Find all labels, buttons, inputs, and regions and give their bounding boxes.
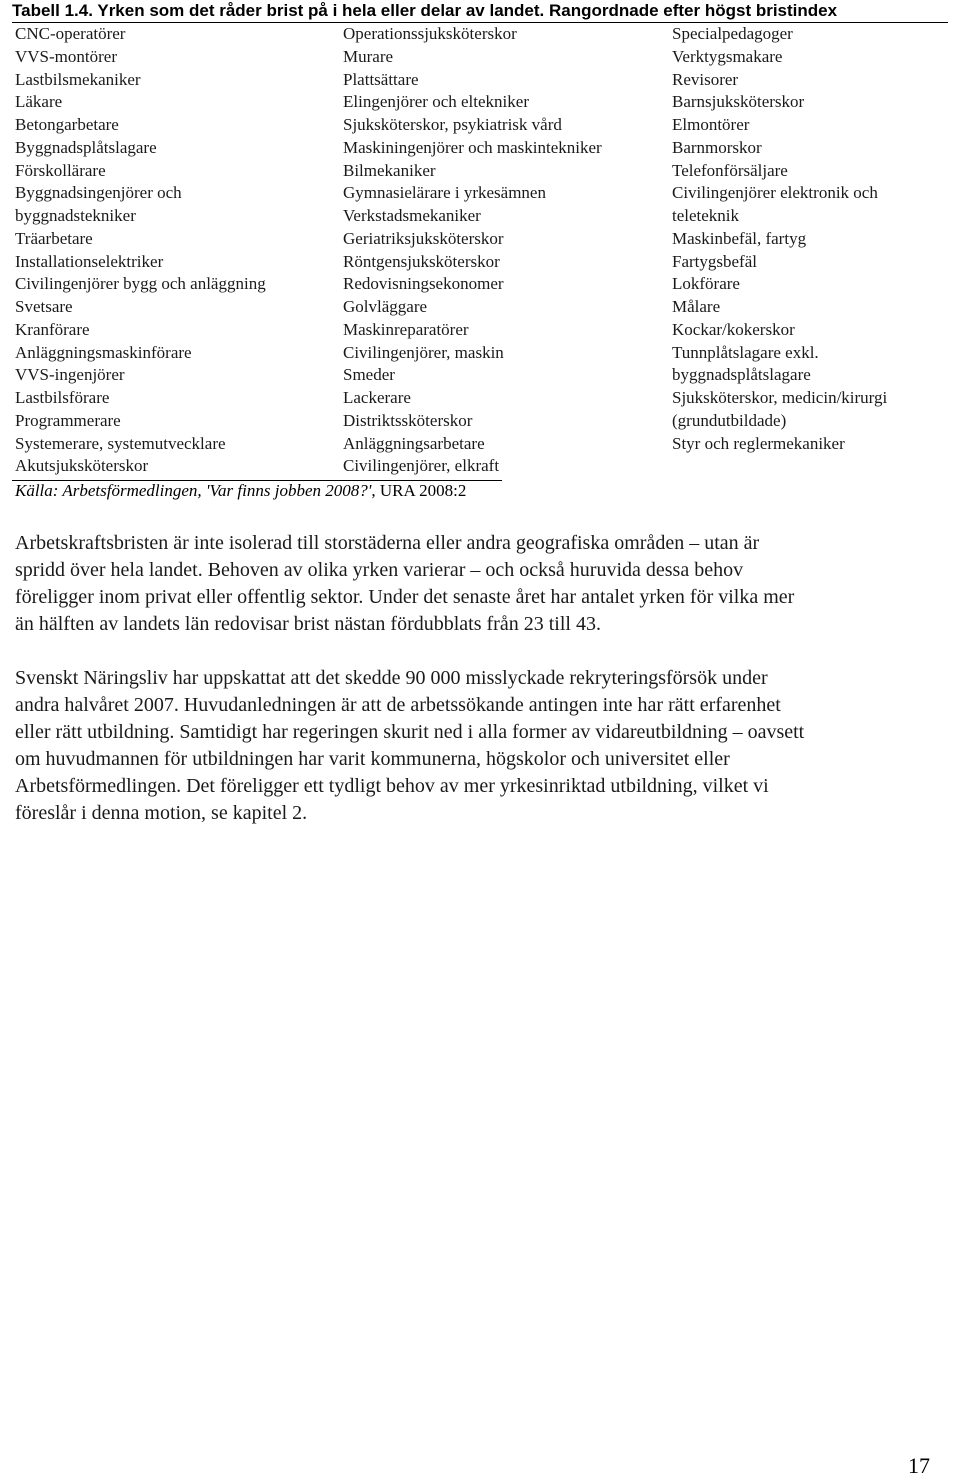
- paragraph-recruitment: [15, 665, 945, 827]
- occupation-cell: Redovisningsekonomer: [343, 274, 504, 294]
- paragraph-line: om huvudmannen för utbildningen har varit kommunerna, högskolor och universitet eller: [15, 748, 730, 770]
- paragraph-line: föreligger inom privat eller offentlig sektor. Under det senaste året har antalet yrken för vilka mer: [15, 586, 795, 608]
- occupation-cell: Träarbetare: [15, 228, 93, 248]
- occupation-cell: Systemerare, systemutvecklare: [15, 433, 226, 453]
- paragraph-line: föreslår i denna motion, se kapitel 2.: [15, 802, 308, 824]
- occupation-cell: Bilmekaniker: [343, 160, 436, 180]
- occupation-cell: Barnmorskor: [672, 137, 762, 157]
- occupation-cell: [672, 455, 957, 478]
- occupation-cell: Maskinbefäl, fartyg: [672, 228, 807, 248]
- occupation-cell: Gymnasielärare i yrkesämnen: [343, 183, 546, 203]
- occupation-cell: Kranförare: [15, 319, 90, 339]
- occupation-cell: byggnadstekniker: [15, 206, 136, 225]
- occupation-cell: Styr och reglermekaniker: [672, 433, 845, 453]
- occupation-cell: VVS-ingenjörer: [15, 365, 125, 385]
- occupation-cell: Geriatriksjuksköterskor: [343, 228, 504, 248]
- occupation-cell: byggnadsplåtslagare: [672, 365, 811, 385]
- source-reference: , URA 2008:2: [371, 481, 467, 500]
- occupation-cell: Akutsjuksköterskor: [15, 456, 149, 476]
- paragraph-line: eller rätt utbildning. Samtidigt har regeringen skurit ned i alla former av vidareutbildning – oavsett: [15, 721, 805, 743]
- occupation-cell: Byggnadsingenjörer och: [15, 183, 182, 203]
- occupation-cell: Förskollärare: [15, 160, 106, 180]
- paragraph-line: andra halvåret 2007. Huvudanledningen är att de arbetssökande antingen inte har rätt erfarenhet: [15, 694, 781, 716]
- occupation-cell: Betongarbetare: [15, 115, 119, 134]
- occupation-cell: Murare: [343, 46, 394, 66]
- occupation-cell: Verktygsmakare: [672, 46, 783, 66]
- occupation-cell: Specialpedagoger: [672, 24, 793, 43]
- occupation-cell: Lackerare: [343, 388, 411, 407]
- occupation-cell: Kockar/kokerskor: [672, 319, 795, 339]
- occupation-cell: Distriktssköterskor: [343, 410, 473, 430]
- paragraph-line: Arbetskraftsbristen är inte isolerad till storstäderna eller andra geografiska områden – utan är: [15, 532, 760, 554]
- occupation-cell: Maskiningenjörer och maskintekniker: [343, 137, 602, 157]
- occupation-cell: Svetsare: [15, 297, 73, 316]
- occupation-cell: CNC-operatörer: [15, 24, 126, 43]
- occupation-column-2: [343, 23, 668, 478]
- occupation-cell: Barnsjuksköterskor: [672, 92, 805, 112]
- occupation-cell: Installationselektriker: [15, 251, 164, 271]
- occupation-cell: Anläggningsarbetare: [343, 433, 485, 453]
- occupation-cell: Elingenjörer och eltekniker: [343, 92, 529, 112]
- occupation-cell: Civilingenjörer bygg och anläggning: [15, 274, 266, 294]
- occupation-cell: VVS-montörer: [15, 46, 117, 66]
- paragraph-line: Svenskt Näringsliv har uppskattat att det skedde 90 000 misslyckade rekryteringsförsök under: [15, 667, 768, 689]
- occupation-cell: Verkstadsmekaniker: [343, 206, 481, 225]
- occupation-cell: Lastbilsförare: [15, 388, 110, 407]
- occupation-cell: Sjuksköterskor, psykiatrisk vård: [343, 115, 562, 134]
- occupation-cell: Lokförare: [672, 274, 740, 294]
- occupation-cell: Läkare: [15, 92, 63, 112]
- occupation-cell: Tunnplåtslagare exkl.: [672, 342, 819, 362]
- occupation-cell: Golvläggare: [343, 297, 428, 316]
- occupation-cell: Anläggningsmaskinförare: [15, 342, 192, 362]
- occupation-column-1: [15, 23, 335, 478]
- occupation-cell: Röntgensjuksköterskor: [343, 251, 500, 271]
- occupation-cell: Revisorer: [672, 69, 739, 89]
- paragraph-line: Arbetsförmedlingen. Det föreligger ett tydligt behov av mer yrkesinriktad utbildning, vilket vi: [15, 775, 769, 797]
- occupation-cell: Civilingenjörer, maskin: [343, 342, 504, 362]
- table-caption: Tabell 1.4. Yrken som det råder brist på i hela eller delar av landet. Rangordnade efter högst bristindex: [12, 1, 838, 20]
- occupation-cell: Programmerare: [15, 410, 121, 430]
- occupation-cell: Operationssjuksköterskor: [343, 24, 517, 43]
- occupation-cell: Lastbilsmekaniker: [15, 69, 141, 89]
- occupation-cell: (grundutbildade): [672, 410, 787, 430]
- source-citation: Källa: Arbetsförmedlingen, 'Var finns jobben 2008?': [15, 481, 372, 500]
- occupation-cell: Plattsättare: [343, 69, 419, 89]
- page-number: 17: [908, 1453, 930, 1478]
- occupation-cell: Målare: [672, 297, 721, 316]
- occupation-cell: Sjuksköterskor, medicin/kirurgi: [672, 388, 888, 407]
- occupation-cell: teleteknik: [672, 206, 740, 225]
- table-source: [15, 480, 915, 502]
- occupation-cell: Maskinreparatörer: [343, 319, 469, 339]
- occupation-cell: Fartygsbefäl: [672, 251, 757, 271]
- occupation-cell: Byggnadsplåtslagare: [15, 137, 157, 157]
- paragraph-line: än hälften av landets län redovisar brist nästan fördubblats från 23 till 43.: [15, 613, 601, 635]
- occupation-cell: Civilingenjörer elektronik och: [672, 183, 878, 203]
- occupation-column-3: [672, 23, 957, 478]
- paragraph-line: spridd över hela landet. Behoven av olika yrken varierar – och också huruvida dessa behov: [15, 559, 744, 581]
- occupation-cell: Elmontörer: [672, 115, 750, 134]
- occupation-cell: Telefonförsäljare: [672, 160, 788, 180]
- occupation-cell: Civilingenjörer, elkraft: [343, 456, 500, 476]
- paragraph-labor-shortage: [15, 530, 945, 638]
- occupation-cell: Smeder: [343, 365, 395, 385]
